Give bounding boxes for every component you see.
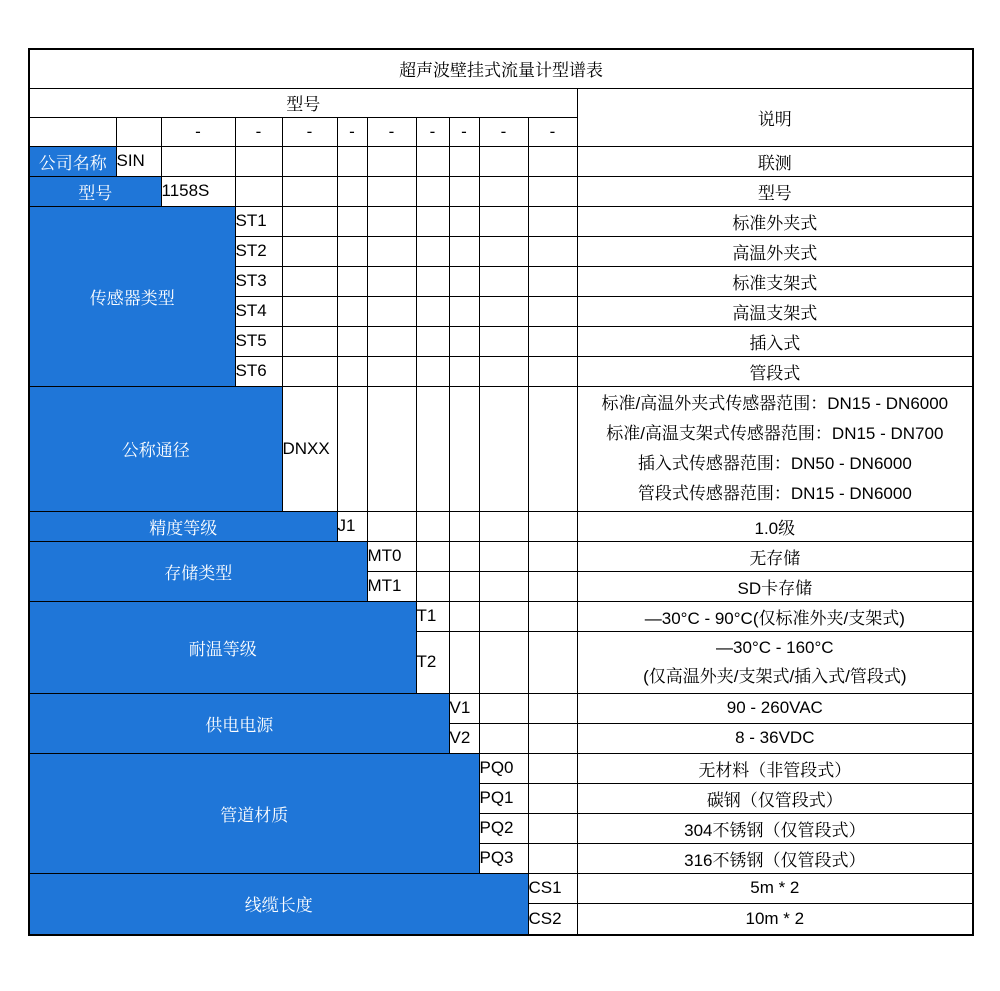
code-cell-st6: ST6 [235,356,282,386]
code-cell-pq3: PQ3 [479,843,528,873]
empty-cell [528,176,577,206]
desc-cell: 无存储 [577,541,973,571]
empty-cell [528,386,577,511]
empty-cell [367,296,416,326]
empty-cell [367,511,416,541]
empty-cell [449,631,479,693]
section-label-company: 公司名称 [29,146,116,176]
empty-cell [337,176,367,206]
code-cell-st1: ST1 [235,206,282,236]
empty-cell [367,236,416,266]
empty-cell [282,356,337,386]
empty-cell [479,236,528,266]
section-label-model: 型号 [29,176,161,206]
empty-cell [449,386,479,511]
desc-cell: 型号 [577,176,973,206]
code-cell-mt1: MT1 [367,571,416,601]
empty-cell [337,266,367,296]
empty-cell [367,266,416,296]
desc-line: 标准/高温外夹式传感器范围：DN15 - DN6000 [601,393,949,413]
empty-cell [449,266,479,296]
empty-cell [479,176,528,206]
model-dash-cell: - [479,117,528,146]
empty-cell [416,176,449,206]
empty-cell [337,386,367,511]
model-dash-cell: - [161,117,235,146]
empty-cell [479,631,528,693]
table-title: 超声波壁挂式流量计型谱表 [29,49,973,88]
empty-cell [416,296,449,326]
code-cell-st2: ST2 [235,236,282,266]
empty-cell [282,266,337,296]
model-dash-cell: - [337,117,367,146]
empty-cell [528,631,577,693]
desc-cell: 5m * 2 [577,873,973,903]
section-label-power: 供电电源 [29,693,449,753]
empty-cell [449,356,479,386]
empty-cell [528,571,577,601]
empty-cell [29,117,116,146]
desc-cell: 标准外夹式 [577,206,973,236]
model-header: 型号 [29,88,577,117]
empty-cell [479,326,528,356]
code-cell-j1: J1 [337,511,367,541]
empty-cell [337,236,367,266]
empty-cell [282,206,337,236]
code-cell-dnxx: DNXX [282,386,337,511]
empty-cell [449,511,479,541]
section-label-accuracy: 精度等级 [29,511,337,541]
empty-cell [528,356,577,386]
section-label-temperature: 耐温等级 [29,601,416,693]
empty-cell [367,356,416,386]
desc-cell: 插入式 [577,326,973,356]
desc-cell: SD卡存储 [577,571,973,601]
desc-cell: 316不锈钢（仅管段式） [577,843,973,873]
empty-cell [479,723,528,753]
empty-cell [449,541,479,571]
desc-line: 标准/高温支架式传感器范围：DN15 - DN700 [606,423,944,443]
code-cell-st3: ST3 [235,266,282,296]
empty-cell [416,541,449,571]
empty-cell [282,146,337,176]
empty-cell [528,326,577,356]
empty-cell [416,146,449,176]
empty-cell [416,386,449,511]
empty-cell [337,146,367,176]
empty-cell [416,206,449,236]
code-cell-t2: T2 [416,631,449,693]
empty-cell [282,236,337,266]
empty-cell [479,206,528,236]
code-cell-cs2: CS2 [528,903,577,935]
desc-cell: 高温外夹式 [577,236,973,266]
empty-cell [416,266,449,296]
empty-cell [282,296,337,326]
desc-cell: 碳钢（仅管段式） [577,783,973,813]
code-cell-v1: V1 [449,693,479,723]
model-dash-cell: - [282,117,337,146]
empty-cell [116,117,161,146]
desc-line: 管段式传感器范围：DN15 - DN6000 [637,483,912,503]
code-cell-pq0: PQ0 [479,753,528,783]
empty-cell [528,753,577,783]
desc-cell [577,386,973,511]
empty-cell [528,511,577,541]
desc-line: (仅高温外夹/支架式/插入式/管段式) [643,667,907,686]
code-cell-sin: SIN [116,146,161,176]
empty-cell [528,266,577,296]
empty-cell [416,571,449,601]
empty-cell [528,206,577,236]
empty-cell [416,356,449,386]
empty-cell [337,206,367,236]
model-dash-cell: - [235,117,282,146]
empty-cell [479,601,528,631]
empty-cell [367,386,416,511]
empty-cell [528,843,577,873]
code-cell-pq2: PQ2 [479,813,528,843]
empty-cell [528,601,577,631]
desc-cell: 90 - 260VAC [577,693,973,723]
empty-cell [367,176,416,206]
desc-line: —30°C - 160°C [716,638,834,657]
section-label-storage: 存储类型 [29,541,367,601]
section-label-sensor-type: 传感器类型 [29,206,235,386]
desc-cell: 联测 [577,146,973,176]
empty-cell [367,326,416,356]
empty-cell [416,326,449,356]
section-label-cable-length: 线缆长度 [29,873,528,935]
empty-cell [337,326,367,356]
empty-cell [161,146,235,176]
empty-cell [449,601,479,631]
code-cell-st4: ST4 [235,296,282,326]
empty-cell [479,511,528,541]
model-dash-cell: - [449,117,479,146]
empty-cell [479,356,528,386]
empty-cell [367,146,416,176]
desc-cell: 标准支架式 [577,266,973,296]
model-dash-cell: - [367,117,416,146]
empty-cell [528,813,577,843]
code-cell-t1: T1 [416,601,449,631]
desc-cell: 1.0级 [577,511,973,541]
empty-cell [479,386,528,511]
model-dash-cell: - [416,117,449,146]
code-cell-st5: ST5 [235,326,282,356]
empty-cell [528,783,577,813]
empty-cell [367,206,416,236]
code-cell-v2: V2 [449,723,479,753]
empty-cell [449,206,479,236]
empty-cell [235,146,282,176]
empty-cell [528,296,577,326]
empty-cell [528,146,577,176]
empty-cell [528,693,577,723]
empty-cell [416,236,449,266]
desc-cell [577,631,973,693]
empty-cell [479,296,528,326]
desc-cell: 8 - 36VDC [577,723,973,753]
empty-cell [479,146,528,176]
empty-cell [449,236,479,266]
code-cell-cs1: CS1 [528,873,577,903]
description-header: 说明 [577,88,973,146]
empty-cell [282,326,337,356]
empty-cell [337,356,367,386]
empty-cell [282,176,337,206]
empty-cell [479,266,528,296]
code-cell-pq1: PQ1 [479,783,528,813]
model-dash-cell: - [528,117,577,146]
empty-cell [528,236,577,266]
code-cell-1158s: 1158S [161,176,235,206]
desc-cell: 管段式 [577,356,973,386]
empty-cell [479,693,528,723]
section-label-nominal-diameter: 公称通径 [29,386,282,511]
desc-cell: —30°C - 90°C(仅标准外夹/支架式) [577,601,973,631]
empty-cell [479,571,528,601]
empty-cell [416,511,449,541]
empty-cell [449,571,479,601]
empty-cell [235,176,282,206]
empty-cell [479,541,528,571]
desc-cell: 无材料（非管段式） [577,753,973,783]
code-cell-mt0: MT0 [367,541,416,571]
empty-cell [528,541,577,571]
desc-line: 插入式传感器范围：DN50 - DN6000 [637,453,912,473]
empty-cell [449,176,479,206]
empty-cell [337,296,367,326]
desc-cell: 10m * 2 [577,903,973,935]
model-spectrum-table [28,48,974,936]
empty-cell [528,723,577,753]
empty-cell [449,146,479,176]
empty-cell [449,296,479,326]
desc-cell: 304不锈钢（仅管段式） [577,813,973,843]
empty-cell [449,326,479,356]
desc-cell: 高温支架式 [577,296,973,326]
section-label-pipe-material: 管道材质 [29,753,479,873]
